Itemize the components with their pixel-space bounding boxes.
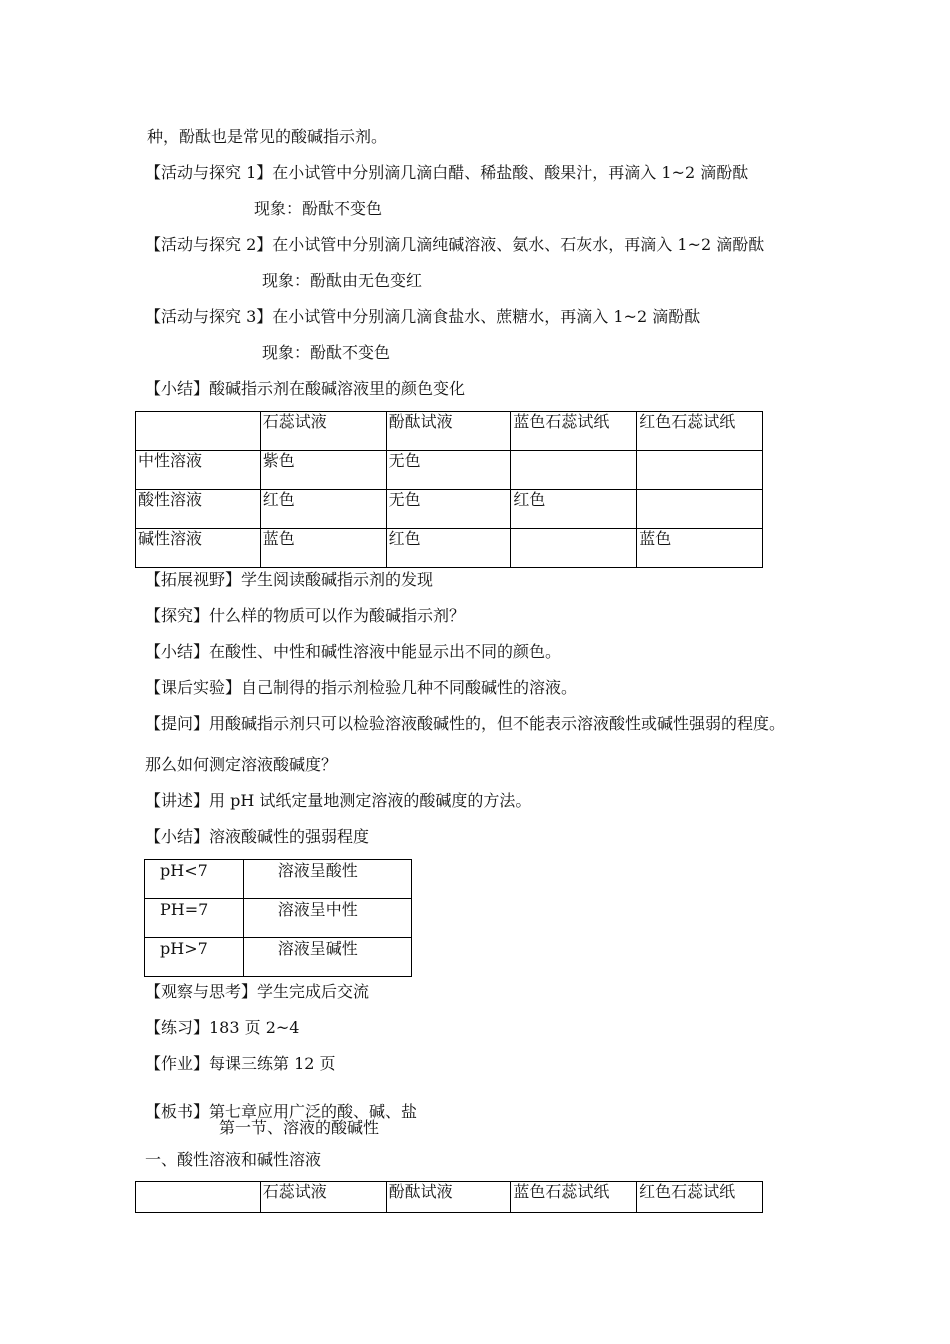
observe-think: 【观察与思考】学生完成后交流 xyxy=(145,982,370,1001)
header-cell: 蓝色石蕊试纸 xyxy=(511,1182,637,1213)
board-subsection: 一、酸性溶液和碱性溶液 xyxy=(145,1150,322,1169)
activity-1: 【活动与探究 1】在小试管中分别滴几滴白醋、稀盐酸、酸果汁，再滴入 1~2 滴酚酞 xyxy=(145,163,749,182)
table-row xyxy=(145,899,412,938)
table-cell: 无色 xyxy=(386,490,511,529)
explore-question: 【探究】什么样的物质可以作为酸碱指示剂？ xyxy=(145,606,466,625)
table-row xyxy=(136,490,763,529)
phenomenon-2: 现象：酚酞由无色变红 xyxy=(262,271,423,290)
summary-heading: 【小结】酸碱指示剂在酸碱溶液里的颜色变化 xyxy=(145,379,466,398)
table-cell: 蓝色 xyxy=(637,529,763,568)
header-cell: 酚酞试液 xyxy=(386,412,511,451)
question: 【提问】用酸碱指示剂只可以检验溶液酸碱性的，但不能表示溶液酸性或碱性强弱的程度。 xyxy=(145,714,786,733)
table-cell xyxy=(637,490,763,529)
table-cell: 中性溶液 xyxy=(136,451,261,490)
table-cell: 无色 xyxy=(386,451,511,490)
table-row xyxy=(145,860,412,899)
table-cell: 红色 xyxy=(386,529,511,568)
table-cell: 蓝色 xyxy=(260,529,386,568)
header-cell: 酚酞试液 xyxy=(386,1182,511,1213)
table-cell xyxy=(511,451,637,490)
table-cell: 酸性溶液 xyxy=(136,490,261,529)
board-title: 【板书】第七章应用广泛的酸、碱、盐 xyxy=(145,1102,418,1121)
table-row xyxy=(145,938,412,977)
header-cell: 红色石蕊试纸 xyxy=(637,412,763,451)
table-cell: 溶液呈碱性 xyxy=(243,938,411,977)
header-cell xyxy=(136,412,261,451)
homework: 【作业】每课三练第 12 页 xyxy=(145,1054,336,1073)
table-row xyxy=(136,529,763,568)
table-cell: pH>7 xyxy=(145,938,244,977)
explanation: 【讲述】用 pH 试纸定量地测定溶液的酸碱度的方法。 xyxy=(145,791,532,810)
table-row xyxy=(136,451,763,490)
table-cell: 碱性溶液 xyxy=(136,529,261,568)
table-cell: PH=7 xyxy=(145,899,244,938)
summary-3: 【小结】溶液酸碱性的强弱程度 xyxy=(145,827,370,846)
after-class-experiment: 【课后实验】自己制得的指示剂检验几种不同酸碱性的溶液。 xyxy=(145,678,578,697)
summary-2: 【小结】在酸性、中性和碱性溶液中能显示出不同的颜色。 xyxy=(145,642,562,661)
table-cell: 红色 xyxy=(260,490,386,529)
ph-table xyxy=(144,859,412,977)
table-cell: 溶液呈中性 xyxy=(243,899,411,938)
phenomenon-1: 现象：酚酞不变色 xyxy=(254,199,383,218)
activity-2: 【活动与探究 2】在小试管中分别滴几滴纯碱溶液、氨水、石灰水，再滴入 1~2 滴酚酞 xyxy=(145,235,765,254)
activity-3: 【活动与探究 3】在小试管中分别滴几滴食盐水、蔗糖水，再滴入 1~2 滴酚酞 xyxy=(145,307,701,326)
exercise: 【练习】183 页 2~4 xyxy=(145,1018,300,1037)
header-cell: 蓝色石蕊试纸 xyxy=(511,412,637,451)
header-cell: 石蕊试液 xyxy=(260,1182,386,1213)
table-cell xyxy=(511,529,637,568)
table-cell xyxy=(637,451,763,490)
table-cell: 红色 xyxy=(511,490,637,529)
table-cell: 溶液呈酸性 xyxy=(243,860,411,899)
table-cell: 紫色 xyxy=(260,451,386,490)
question-continued: 那么如何测定溶液酸碱度？ xyxy=(145,755,338,774)
table-cell: pH<7 xyxy=(145,860,244,899)
header-cell: 石蕊试液 xyxy=(260,412,386,451)
board-section: 第一节、溶液的酸碱性 xyxy=(219,1118,380,1137)
extended-view: 【拓展视野】学生阅读酸碱指示剂的发现 xyxy=(145,570,434,589)
phenomenon-3: 现象：酚酞不变色 xyxy=(262,343,391,362)
indicator-color-table xyxy=(135,411,763,568)
header-cell xyxy=(136,1182,261,1213)
board-table xyxy=(135,1181,763,1213)
header-cell: 红色石蕊试纸 xyxy=(637,1182,763,1213)
text-line: 种，酚酞也是常见的酸碱指示剂。 xyxy=(147,127,388,146)
